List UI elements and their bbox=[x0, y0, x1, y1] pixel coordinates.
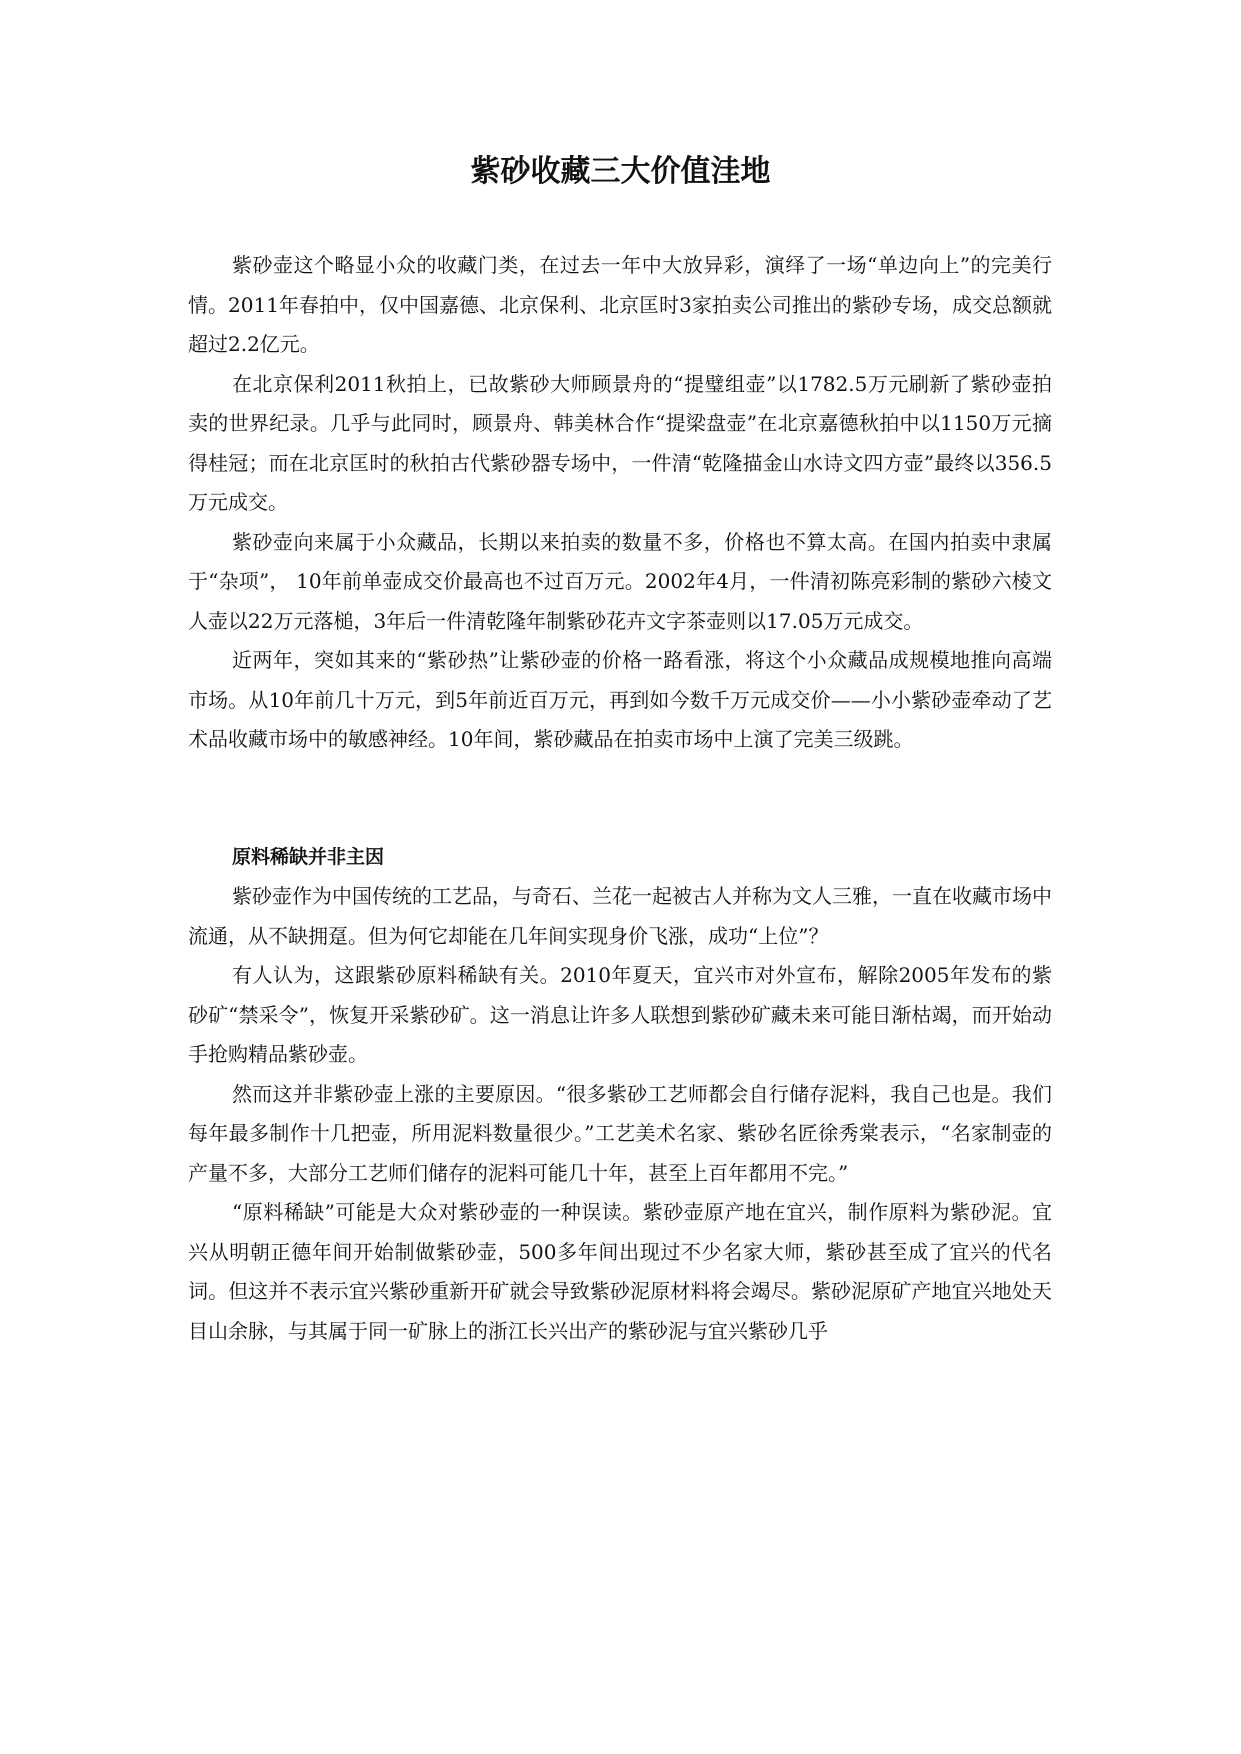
document-body bbox=[188, 246, 1052, 1351]
paragraph-intro-3: 紫砂壶向来属于小众藏品，长期以来拍卖的数量不多，价格也不算太高。在国内拍卖中隶属于“杂项”， 10年前单壶成交价最高也不过百万元。2002年4月，一件清初陈亮彩制的紫砂六棱文人壶以22万元落槌，3年后一件清乾隆年制紫砂花卉文字茶壶则以17.05万元成交。 bbox=[188, 529, 1052, 633]
document-title: 紫砂收藏三大价值洼地 bbox=[470, 154, 771, 189]
section-heading: 原料稀缺并非主因 bbox=[232, 845, 385, 868]
paragraph-section-3: 然而这并非紫砂壶上涨的主要原因。“很多紫砂工艺师都会自行储存泥料，我自己也是。我们每年最多制作十几把壶，所用泥料数量很少。”工艺美术名家、紫砂名匠徐秀棠表示，“名家制壶的产量不多，大部分工艺师们储存的泥料可能几十年，甚至上百年都用不完。” bbox=[188, 1081, 1052, 1185]
paragraph-intro-1: 紫砂壶这个略显小众的收藏门类，在过去一年中大放异彩，演绎了一场“单边向上”的完美行情。2011年春拍中，仅中国嘉德、北京保利、北京匡时3家拍卖公司推出的紫砂专场，成交总额就超过2.2亿元。 bbox=[188, 253, 1052, 356]
paragraph-section-4: “原料稀缺”可能是大众对紫砂壶的一种误读。紫砂壶原产地在宜兴，制作原料为紫砂泥。宜兴从明朝正德年间开始制做紫砂壶，500多年间出现过不少名家大师，紫砂甚至成了宜兴的代名词。但这并不表示宜兴紫砂重新开矿就会导致紫砂泥原材料将会竭尽。紫砂泥原矿产地宜兴地处天目山余脉，与其属于同一矿脉上的浙江长兴出产的紫砂泥与宜兴紫砂几乎 bbox=[188, 1200, 1052, 1343]
paragraph-intro-4: 近两年，突如其来的“紫砂热”让紫砂壶的价格一路看涨，将这个小众藏品成规模地推向高端市场。从10年前几十万元，到5年前近百万元，再到如今数千万元成交价——小小紫砂壶牵动了艺术品收藏市场中的敏感神经。10年间，紫砂藏品在拍卖市场中上演了完美三级跳。 bbox=[188, 648, 1052, 751]
section-spacer bbox=[188, 760, 1052, 838]
paragraph-section-1: 紫砂壶作为中国传统的工艺品，与奇石、兰花一起被古人并称为文人三雅，一直在收藏市场中流通，从不缺拥趸。但为何它却能在几年间实现身价飞涨，成功“上位”？ bbox=[188, 884, 1052, 948]
paragraph-intro-2: 在北京保利2011秋拍上，已故紫砂大师顾景舟的“提璧组壶”以1782.5万元刷新了紫砂壶拍卖的世界纪录。几乎与此同时，顾景舟、韩美林合作“提梁盘壶”在北京嘉德秋拍中以1150万元摘得桂冠；而在北京匡时的秋拍古代紫砂器专场中，一件清“乾隆描金山水诗文四方壶”最终以356.5万元成交。 bbox=[188, 371, 1052, 514]
paragraph-section-2: 有人认为，这跟紫砂原料稀缺有关。2010年夏天，宜兴市对外宣布，解除2005年发布的紫砂矿“禁采令”，恢复开采紫砂矿。这一消息让许多人联想到紫砂矿藏未来可能日渐枯竭，而开始动手抢购精品紫砂壶。 bbox=[188, 963, 1052, 1066]
